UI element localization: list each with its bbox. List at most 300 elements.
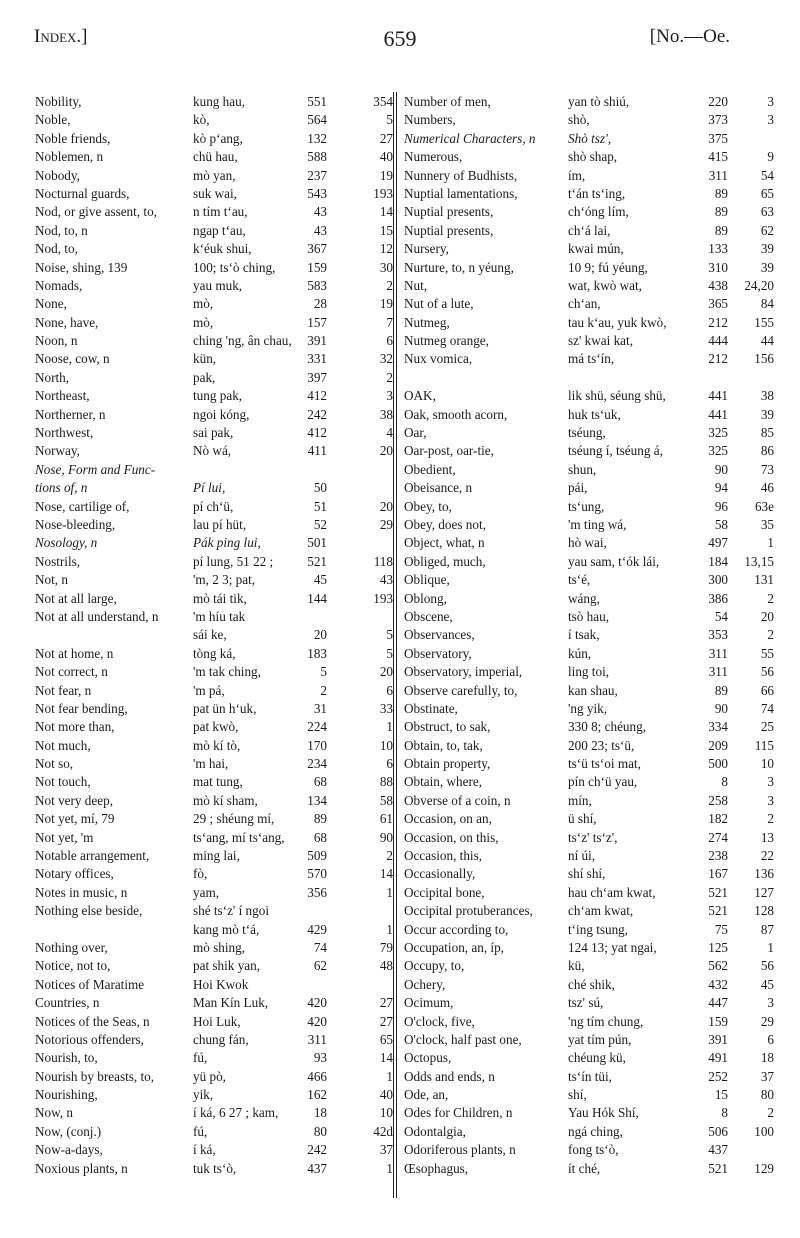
index-entry	[35, 553, 393, 571]
section-ref: 20	[379, 443, 393, 459]
section-ref: 43	[379, 572, 393, 588]
index-entry	[404, 810, 776, 828]
section-ref: 24,20	[744, 277, 774, 293]
section-ref: 73	[760, 461, 774, 477]
index-term: North,	[35, 369, 70, 385]
index-entry	[404, 148, 776, 166]
index-term: Observances,	[404, 627, 475, 643]
section-ref: 25	[760, 719, 774, 735]
page-ref: 68	[313, 774, 327, 790]
cantonese-reading: ch‘am kwat,	[568, 903, 634, 919]
section-ref: 1	[386, 921, 393, 937]
index-entry	[404, 1123, 776, 1141]
index-term: Northwest,	[35, 425, 94, 441]
cantonese-reading: í ká, 6 27 ; kam,	[193, 1105, 279, 1121]
cantonese-reading: 124 13; yat ngai,	[568, 939, 657, 955]
index-term: Ocimum,	[404, 995, 454, 1011]
cantonese-reading: fú,	[193, 1123, 208, 1139]
cantonese-reading: suk wai,	[193, 185, 237, 201]
index-term: Now, n	[35, 1105, 73, 1121]
index-entry	[35, 902, 393, 920]
page-ref: 441	[708, 406, 728, 422]
index-entry	[35, 534, 393, 552]
cantonese-reading: kò,	[193, 112, 210, 128]
cantonese-reading: 29 ; shéung mí,	[193, 811, 275, 827]
section-ref: 3	[767, 112, 774, 128]
index-entry	[404, 773, 776, 791]
index-entry	[404, 645, 776, 663]
section-ref: 48	[379, 958, 393, 974]
page-ref: 521	[708, 1160, 728, 1176]
index-entry	[35, 1123, 393, 1141]
section-ref: 10	[379, 1105, 393, 1121]
page-ref: 20	[313, 627, 327, 643]
index-entry	[404, 737, 776, 755]
page-ref: 500	[708, 756, 728, 772]
cantonese-reading: hò wai,	[568, 535, 607, 551]
index-term: Now-a-days,	[35, 1142, 103, 1158]
page-ref: 89	[714, 185, 728, 201]
section-ref: 13	[760, 829, 774, 845]
index-entry	[404, 626, 776, 644]
index-term: Notice, not to,	[35, 958, 111, 974]
cantonese-reading: ts‘ang, mí ts‘ang,	[193, 829, 285, 845]
page-ref: 157	[307, 314, 327, 330]
page-ref: 31	[313, 700, 327, 716]
page-ref: 356	[307, 884, 327, 900]
section-ref: 87	[760, 921, 774, 937]
index-term: Occur according to,	[404, 921, 509, 937]
cantonese-reading: shò,	[568, 112, 590, 128]
section-ref: 66	[760, 682, 774, 698]
section-ref: 39	[760, 406, 774, 422]
index-entry	[404, 847, 776, 865]
cantonese-reading: chéung kü,	[568, 1050, 626, 1066]
cantonese-reading: tséung,	[568, 425, 606, 441]
index-term: OAK,	[404, 388, 436, 404]
index-term: Northeast,	[35, 388, 90, 404]
cantonese-reading: kün,	[193, 351, 217, 367]
index-term: Oblong,	[404, 590, 447, 606]
page-ref: 420	[307, 1013, 327, 1029]
section-ref: 80	[760, 1087, 774, 1103]
page-ref: 75	[714, 921, 728, 937]
section-ref: 35	[760, 516, 774, 532]
cantonese-reading: chung fán,	[193, 1031, 249, 1047]
section-ref: 20	[379, 664, 393, 680]
cantonese-reading: pín ch‘ü yau,	[568, 774, 638, 790]
index-term: Nosology, n	[35, 535, 98, 551]
page-ref: 242	[307, 406, 327, 422]
page-ref: 125	[708, 939, 728, 955]
index-entry	[404, 387, 776, 405]
cantonese-reading: kò p‘ang,	[193, 130, 243, 146]
index-term: Not, n	[35, 572, 68, 588]
index-term: Now, (conj.)	[35, 1123, 102, 1139]
index-term: Not more than,	[35, 719, 115, 735]
section-ref: 27	[379, 1013, 393, 1029]
index-entry	[404, 1086, 776, 1104]
page-ref: 274	[708, 829, 728, 845]
header-range-label: [No.—Oe.	[649, 26, 730, 47]
section-ref: 74	[760, 700, 774, 716]
section-ref: 3	[767, 774, 774, 790]
cantonese-reading: n tím t‘au,	[193, 204, 248, 220]
index-term: Noise, shing, 139	[35, 259, 128, 275]
section-ref: 7	[386, 314, 393, 330]
index-term: Number of men,	[404, 94, 491, 109]
page-ref: 386	[708, 590, 728, 606]
index-term: Oar,	[404, 425, 427, 441]
section-ref: 4	[386, 425, 393, 441]
section-ref: 6	[386, 333, 393, 349]
section-ref: 2	[386, 848, 393, 864]
section-ref: 2	[767, 1105, 774, 1121]
index-entry	[35, 921, 393, 939]
column-divider	[393, 92, 394, 1198]
cantonese-reading: tuk ts‘ò,	[193, 1160, 237, 1176]
index-entry	[404, 1031, 776, 1049]
index-entry	[404, 203, 776, 221]
page-ref: 224	[307, 719, 327, 735]
section-ref: 27	[379, 130, 393, 146]
index-column-left	[35, 93, 393, 1178]
cantonese-reading: Yau Hók Shí,	[568, 1105, 639, 1121]
index-entry	[35, 148, 393, 166]
index-term: Norway,	[35, 443, 80, 459]
index-term: Countries, n	[35, 995, 100, 1011]
section-ref: 2	[767, 627, 774, 643]
page-ref: 45	[313, 572, 327, 588]
cantonese-reading: mò,	[193, 296, 214, 312]
index-term: Numbers,	[404, 112, 456, 128]
page-ref: 310	[708, 259, 728, 275]
cantonese-reading: 'm híu tak	[193, 608, 246, 624]
page-ref: 242	[307, 1142, 327, 1158]
index-entry	[35, 314, 393, 332]
index-entry	[404, 222, 776, 240]
index-term: Nose-bleeding,	[35, 516, 116, 532]
page-ref: 89	[313, 811, 327, 827]
cantonese-reading: í ká,	[193, 1142, 216, 1158]
page-ref: 441	[708, 388, 728, 404]
index-term: Numerous,	[404, 149, 463, 165]
section-ref: 2	[386, 369, 393, 385]
index-term: Not so,	[35, 756, 74, 772]
index-entry	[35, 847, 393, 865]
cantonese-reading: sz' kwai kat,	[568, 333, 633, 349]
index-entry	[404, 718, 776, 736]
page-ref: 50	[313, 480, 327, 496]
page-ref: 583	[307, 277, 327, 293]
section-ref: 6	[767, 1031, 774, 1047]
cantonese-reading: shò shap,	[568, 149, 618, 165]
index-entry	[35, 571, 393, 589]
index-term: Occipital bone,	[404, 884, 485, 900]
index-term: Nutmeg,	[404, 314, 450, 330]
cantonese-reading: Shò tsz',	[568, 130, 612, 146]
index-term: Occasion, on this,	[404, 829, 499, 845]
cantonese-reading: ming lai,	[193, 848, 240, 864]
index-term: Nod, to,	[35, 241, 78, 257]
cantonese-reading: pái,	[568, 480, 588, 496]
page-ref: 90	[714, 700, 728, 716]
section-ref: 42d	[373, 1123, 393, 1139]
cantonese-reading: ím,	[568, 167, 586, 183]
cantonese-reading: Nò wá,	[193, 443, 232, 459]
index-column-right	[404, 93, 776, 1178]
section-ref: 85	[760, 425, 774, 441]
page-ref: 501	[307, 535, 327, 551]
index-term: Not yet, 'm	[35, 829, 94, 845]
index-term: Nod, to, n	[35, 222, 88, 238]
index-term: Nomads,	[35, 277, 83, 293]
cantonese-reading: mò kí tò,	[193, 737, 241, 753]
page-ref: 420	[307, 995, 327, 1011]
cantonese-reading: lik shü, séung shü,	[568, 388, 666, 404]
cantonese-reading: Man Kín Luk,	[193, 995, 269, 1011]
cantonese-reading: hau ch‘am kwat,	[568, 884, 656, 900]
index-entry	[404, 406, 776, 424]
index-entry	[404, 700, 776, 718]
index-entry	[35, 976, 393, 994]
cantonese-reading: tòng ká,	[193, 645, 236, 661]
index-entry	[35, 1049, 393, 1067]
index-term: Nocturnal guards,	[35, 185, 130, 201]
cantonese-reading: wáng,	[568, 590, 600, 606]
section-ref: 136	[754, 866, 774, 882]
index-term: Obtain, where,	[404, 774, 482, 790]
index-entry	[404, 369, 776, 387]
index-entry	[404, 1013, 776, 1031]
cantonese-reading: 'm tak ching,	[193, 664, 261, 680]
page-ref: 411	[307, 443, 327, 459]
page-ref: 74	[313, 939, 327, 955]
index-term: Obey, to,	[404, 498, 452, 514]
section-ref: 100	[754, 1123, 774, 1139]
index-entry	[35, 369, 393, 387]
cantonese-reading: 100; ts‘ò ching,	[193, 259, 276, 275]
page-ref: 562	[708, 958, 728, 974]
index-term: Nutmeg orange,	[404, 333, 489, 349]
cantonese-reading: k‘éuk shui,	[193, 241, 252, 257]
section-ref: 38	[760, 388, 774, 404]
index-entry	[35, 773, 393, 791]
page-ref: 325	[708, 443, 728, 459]
section-ref: 56	[760, 664, 774, 680]
index-entry	[404, 682, 776, 700]
page-ref: 90	[714, 461, 728, 477]
page-ref: 437	[708, 1142, 728, 1158]
index-entry	[35, 718, 393, 736]
section-ref: 156	[754, 351, 774, 367]
index-term: Northerner, n	[35, 406, 106, 422]
page-ref: 397	[307, 369, 327, 385]
index-entry	[35, 259, 393, 277]
page-ref: 509	[307, 848, 327, 864]
index-entry	[404, 792, 776, 810]
section-ref: 63	[760, 204, 774, 220]
index-term: Ode, an,	[404, 1087, 449, 1103]
index-term: Notorious offenders,	[35, 1031, 144, 1047]
index-entry	[404, 939, 776, 957]
cantonese-reading: Pí lui,	[193, 480, 226, 496]
section-ref: 62	[760, 222, 774, 238]
index-term: Obstinate,	[404, 700, 458, 716]
index-term: Nursery,	[404, 241, 449, 257]
page-ref: 447	[708, 995, 728, 1011]
section-ref: 30	[379, 259, 393, 275]
section-ref: 3	[767, 995, 774, 1011]
page-ref: 588	[307, 149, 327, 165]
index-term: Nod, or give assent, to,	[35, 204, 157, 220]
index-term: Nourish by breasts, to,	[35, 1068, 155, 1084]
cantonese-reading: kung hau,	[193, 94, 246, 109]
index-entry	[404, 498, 776, 516]
index-entry	[404, 461, 776, 479]
page-ref: 68	[313, 829, 327, 845]
index-entry	[35, 792, 393, 810]
page-ref: 373	[708, 112, 728, 128]
index-term: Nobody,	[35, 167, 80, 183]
index-term: Noble friends,	[35, 130, 111, 146]
page-ref: 133	[708, 241, 728, 257]
cantonese-reading: ts‘ín tüi,	[568, 1068, 612, 1084]
index-entry	[404, 553, 776, 571]
page-ref: 331	[307, 351, 327, 367]
cantonese-reading: pat ün h‘uk,	[193, 700, 257, 716]
index-entry	[35, 1160, 393, 1178]
cantonese-reading: shí,	[568, 1087, 587, 1103]
page-ref: 311	[708, 167, 728, 183]
cantonese-reading: tséung í, tséung á,	[568, 443, 663, 459]
index-term: Obtain, to, tak,	[404, 737, 483, 753]
index-entry	[35, 295, 393, 313]
cantonese-reading: Hoi Kwok	[193, 976, 249, 992]
index-term: Not fear, n	[35, 682, 92, 698]
index-entry	[35, 461, 393, 479]
section-ref: 354	[373, 94, 393, 109]
index-entry	[35, 700, 393, 718]
page-ref: 334	[708, 719, 728, 735]
section-ref: 3	[386, 388, 393, 404]
cantonese-reading: pí lung, 51 22 ;	[193, 553, 274, 569]
page-ref: 183	[307, 645, 327, 661]
cantonese-reading: ts‘é,	[568, 572, 591, 588]
index-entry	[35, 130, 393, 148]
cantonese-reading: pak,	[193, 369, 216, 385]
page-ref: 491	[708, 1050, 728, 1066]
page-ref: 52	[313, 516, 327, 532]
cantonese-reading: shí shí,	[568, 866, 606, 882]
index-term: Nourish, to,	[35, 1050, 98, 1066]
cantonese-reading: t‘ing tsung,	[568, 921, 629, 937]
page-ref: 132	[307, 130, 327, 146]
page-ref: 184	[708, 553, 728, 569]
index-entry	[404, 829, 776, 847]
cantonese-reading: yan tò shiú,	[568, 94, 630, 109]
page-ref: 234	[307, 756, 327, 772]
index-term: Nothing over,	[35, 939, 108, 955]
index-entry	[35, 994, 393, 1012]
page-ref: 170	[307, 737, 327, 753]
page-ref: 162	[307, 1087, 327, 1103]
section-ref: 18	[760, 1050, 774, 1066]
page-ref: 51	[313, 498, 327, 514]
cantonese-reading: fú,	[193, 1050, 208, 1066]
index-term: Notes in music, n	[35, 884, 128, 900]
index-entry	[35, 167, 393, 185]
cantonese-reading: ch‘óng lím,	[568, 204, 629, 220]
index-term: Notable arrangement,	[35, 848, 150, 864]
cantonese-reading: ts‘ü ts‘oi mat,	[568, 756, 641, 772]
section-ref: 193	[373, 590, 393, 606]
index-entry	[35, 387, 393, 405]
section-ref: 20	[760, 608, 774, 624]
page-ref: 94	[714, 480, 728, 496]
cantonese-reading: ching 'ng, ân chau,	[193, 333, 292, 349]
section-ref: 65	[379, 1031, 393, 1047]
index-term: Odds and ends, n	[404, 1068, 495, 1084]
cantonese-reading: kan shau,	[568, 682, 618, 698]
section-ref: 9	[767, 149, 774, 165]
section-ref: 79	[379, 939, 393, 955]
index-entry	[404, 1104, 776, 1122]
section-ref: 84	[760, 296, 774, 312]
section-ref: 1	[386, 1068, 393, 1084]
index-term: Not at all large,	[35, 590, 117, 606]
index-entry	[35, 884, 393, 902]
cantonese-reading: 200 23; ts‘ü,	[568, 737, 635, 753]
index-entry	[404, 571, 776, 589]
page-ref: 89	[714, 204, 728, 220]
index-term: Nourishing,	[35, 1087, 98, 1103]
index-term: Nose, Form and Func-	[35, 461, 156, 477]
cantonese-reading: yau sam, t‘ók lái,	[568, 553, 660, 569]
index-term: Nostrils,	[35, 553, 81, 569]
index-entry	[404, 608, 776, 626]
section-ref: 2	[767, 811, 774, 827]
cantonese-reading: mín,	[568, 792, 592, 808]
index-entry	[404, 902, 776, 920]
page-ref: 367	[307, 241, 327, 257]
cantonese-reading: mò kí sham,	[193, 792, 258, 808]
cantonese-reading: ts‘ung,	[568, 498, 605, 514]
page-ref: 391	[307, 333, 327, 349]
index-term: Observe carefully, to,	[404, 682, 518, 698]
section-ref: 55	[760, 645, 774, 661]
section-ref: 38	[379, 406, 393, 422]
page-ref: 8	[721, 1105, 728, 1121]
section-ref: 88	[379, 774, 393, 790]
page-ref: 212	[708, 314, 728, 330]
index-entry	[35, 203, 393, 221]
section-ref: 56	[760, 958, 774, 974]
header-section-label: Index.]	[34, 26, 88, 47]
index-term: Observatory, imperial,	[404, 664, 523, 680]
page-ref: 311	[708, 645, 728, 661]
index-entry	[404, 479, 776, 497]
index-term: Observatory,	[404, 645, 472, 661]
section-ref: 54	[760, 167, 774, 183]
index-entry	[35, 939, 393, 957]
page-ref: 182	[708, 811, 728, 827]
index-entry	[35, 626, 393, 644]
section-ref: 40	[379, 149, 393, 165]
cantonese-reading: Hoi Luk,	[193, 1013, 241, 1029]
index-term: Not much,	[35, 737, 91, 753]
section-ref: 3	[767, 792, 774, 808]
